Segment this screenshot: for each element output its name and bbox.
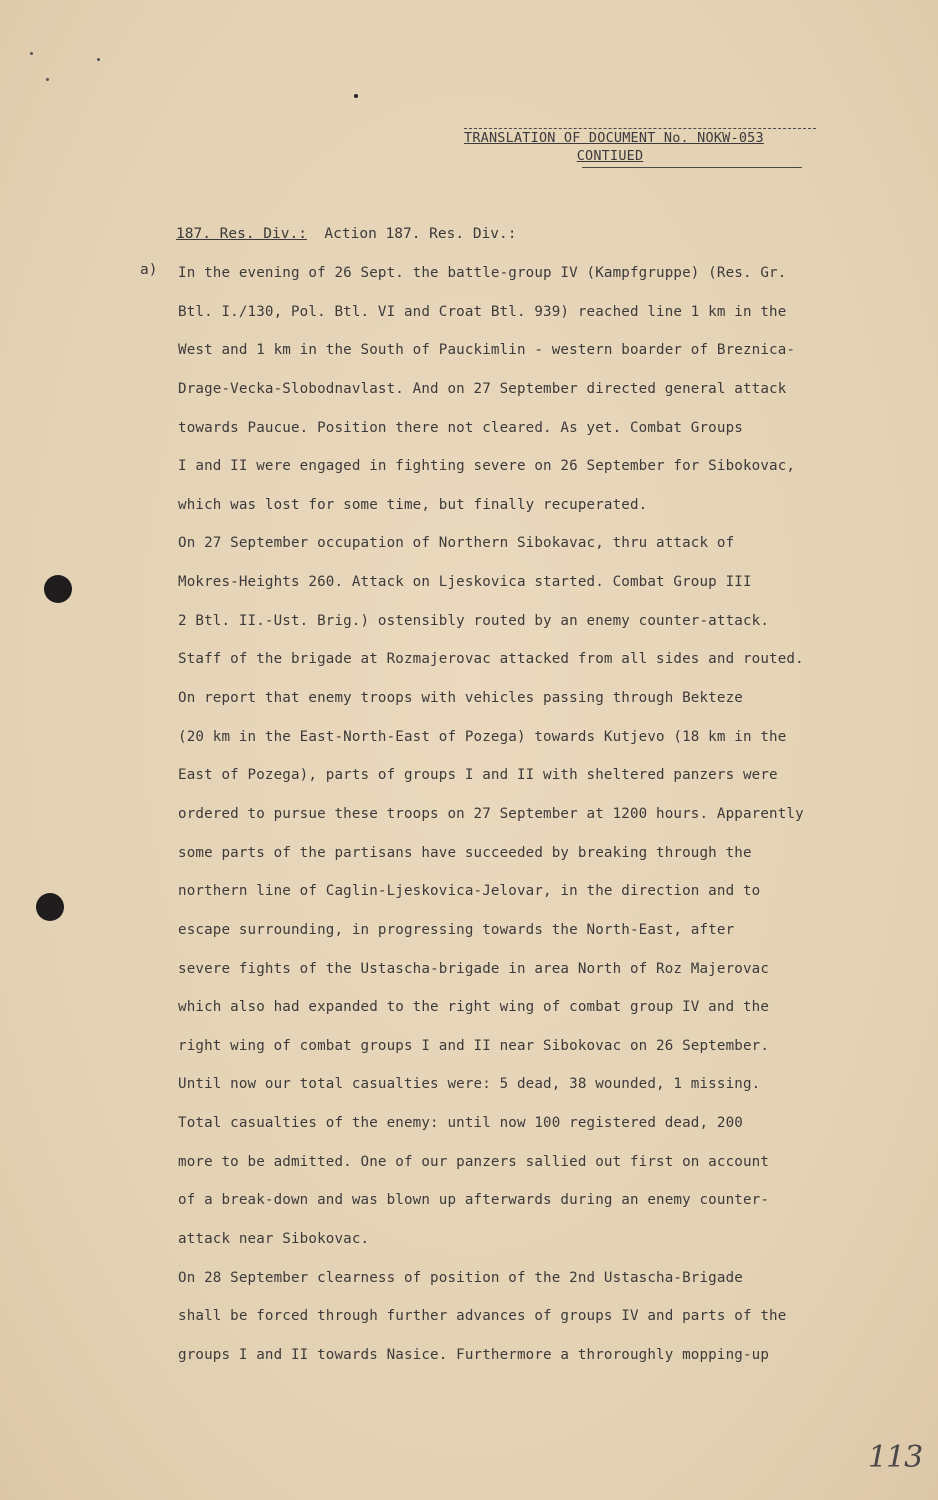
paper-speck: [97, 58, 100, 61]
text-line: of a break-down and was blown up afterwards during an enemy counter-: [178, 1192, 770, 1209]
paper-speck: [46, 78, 49, 81]
section-heading: [176, 226, 516, 242]
handwritten-page-number: 113: [868, 1440, 923, 1475]
text-line: Staff of the brigade at Rozmajerovac attacked from all sides and routed.: [178, 651, 804, 668]
document-subtitle: CONTIUED: [576, 148, 644, 164]
text-line: towards Paucue. Position there not cleared. As yet. Combat Groups: [178, 419, 743, 436]
text-line: On 28 September clearness of position of the 2nd Ustascha-Brigade: [178, 1269, 743, 1286]
text-line: East of Pozega), parts of groups I and II with sheltered panzers were: [178, 767, 778, 784]
text-line: Btl. I./130, Pol. Btl. VI and Croat Btl. 939) reached line 1 km in the: [178, 303, 787, 320]
text-line: Drage-Vecka-Slobodnavlast. And on 27 September directed general attack: [178, 380, 787, 397]
paper-speck: [30, 52, 33, 55]
text-line: which also had expanded to the right wing of combat group IV and the: [178, 999, 770, 1016]
punch-hole-bottom: [36, 893, 64, 921]
text-line: shall be forced through further advances of groups IV and parts of the: [178, 1308, 787, 1325]
text-line: attack near Sibokovac.: [178, 1231, 370, 1248]
text-line: more to be admitted. One of our panzers sallied out first on account: [178, 1153, 770, 1170]
document-title: TRANSLATION OF DOCUMENT No. NOKW-053: [464, 130, 764, 146]
text-line: right wing of combat groups I and II near Sibokovac on 26 September.: [178, 1037, 770, 1054]
paper-speck: [354, 94, 358, 98]
text-line: Total casualties of the enemy: until now 100 registered dead, 200: [178, 1115, 743, 1132]
text-line: I and II were engaged in fighting severe on 26 September for Sibokovac,: [178, 458, 796, 475]
text-line: ordered to pursue these troops on 27 September at 1200 hours. Apparently: [178, 805, 804, 822]
text-line: In the evening of 26 Sept. the battle-group IV (Kampfgruppe) (Res. Gr.: [178, 265, 787, 281]
text-line: groups I and II towards Nasice. Furthermore a throroughly mopping-up: [178, 1346, 770, 1363]
heading-action-label: Action 187. Res. Div.:: [324, 226, 517, 242]
text-line: Until now our total casualties were: 5 dead, 38 wounded, 1 missing.: [178, 1076, 761, 1093]
text-line: severe fights of the Ustascha-brigade in area North of Roz Majerovac: [178, 960, 770, 977]
document-header: [464, 128, 816, 168]
section-marker: a): [140, 262, 158, 278]
punch-hole-top: [44, 575, 72, 603]
text-line: On report that enemy troops with vehicles passing through Bekteze: [178, 690, 743, 707]
header-bottom-rule: [582, 167, 802, 168]
text-line: northern line of Caglin-Ljeskovica-Jelovar, in the direction and to: [178, 883, 761, 900]
heading-unit-label: 187. Res. Div.:: [176, 226, 307, 242]
text-line: 2 Btl. II.-Ust. Brig.) ostensibly routed by an enemy counter-attack.: [178, 612, 770, 629]
text-line: which was lost for some time, but finally recuperated.: [178, 496, 648, 513]
text-line: Mokres-Heights 260. Attack on Ljeskovica started. Combat Group III: [178, 574, 752, 591]
text-line: West and 1 km in the South of Pauckimlin - western boarder of Breznica-: [178, 342, 796, 359]
text-line: On 27 September occupation of Northern Sibokavac, thru attack of: [178, 535, 735, 552]
text-line: escape surrounding, in progressing towards the North-East, after: [178, 921, 735, 938]
body-text: [178, 262, 893, 1383]
text-line: (20 km in the East-North-East of Pozega) towards Kutjevo (18 km in the: [178, 728, 787, 745]
text-line: some parts of the partisans have succeeded by breaking through the: [178, 844, 752, 861]
